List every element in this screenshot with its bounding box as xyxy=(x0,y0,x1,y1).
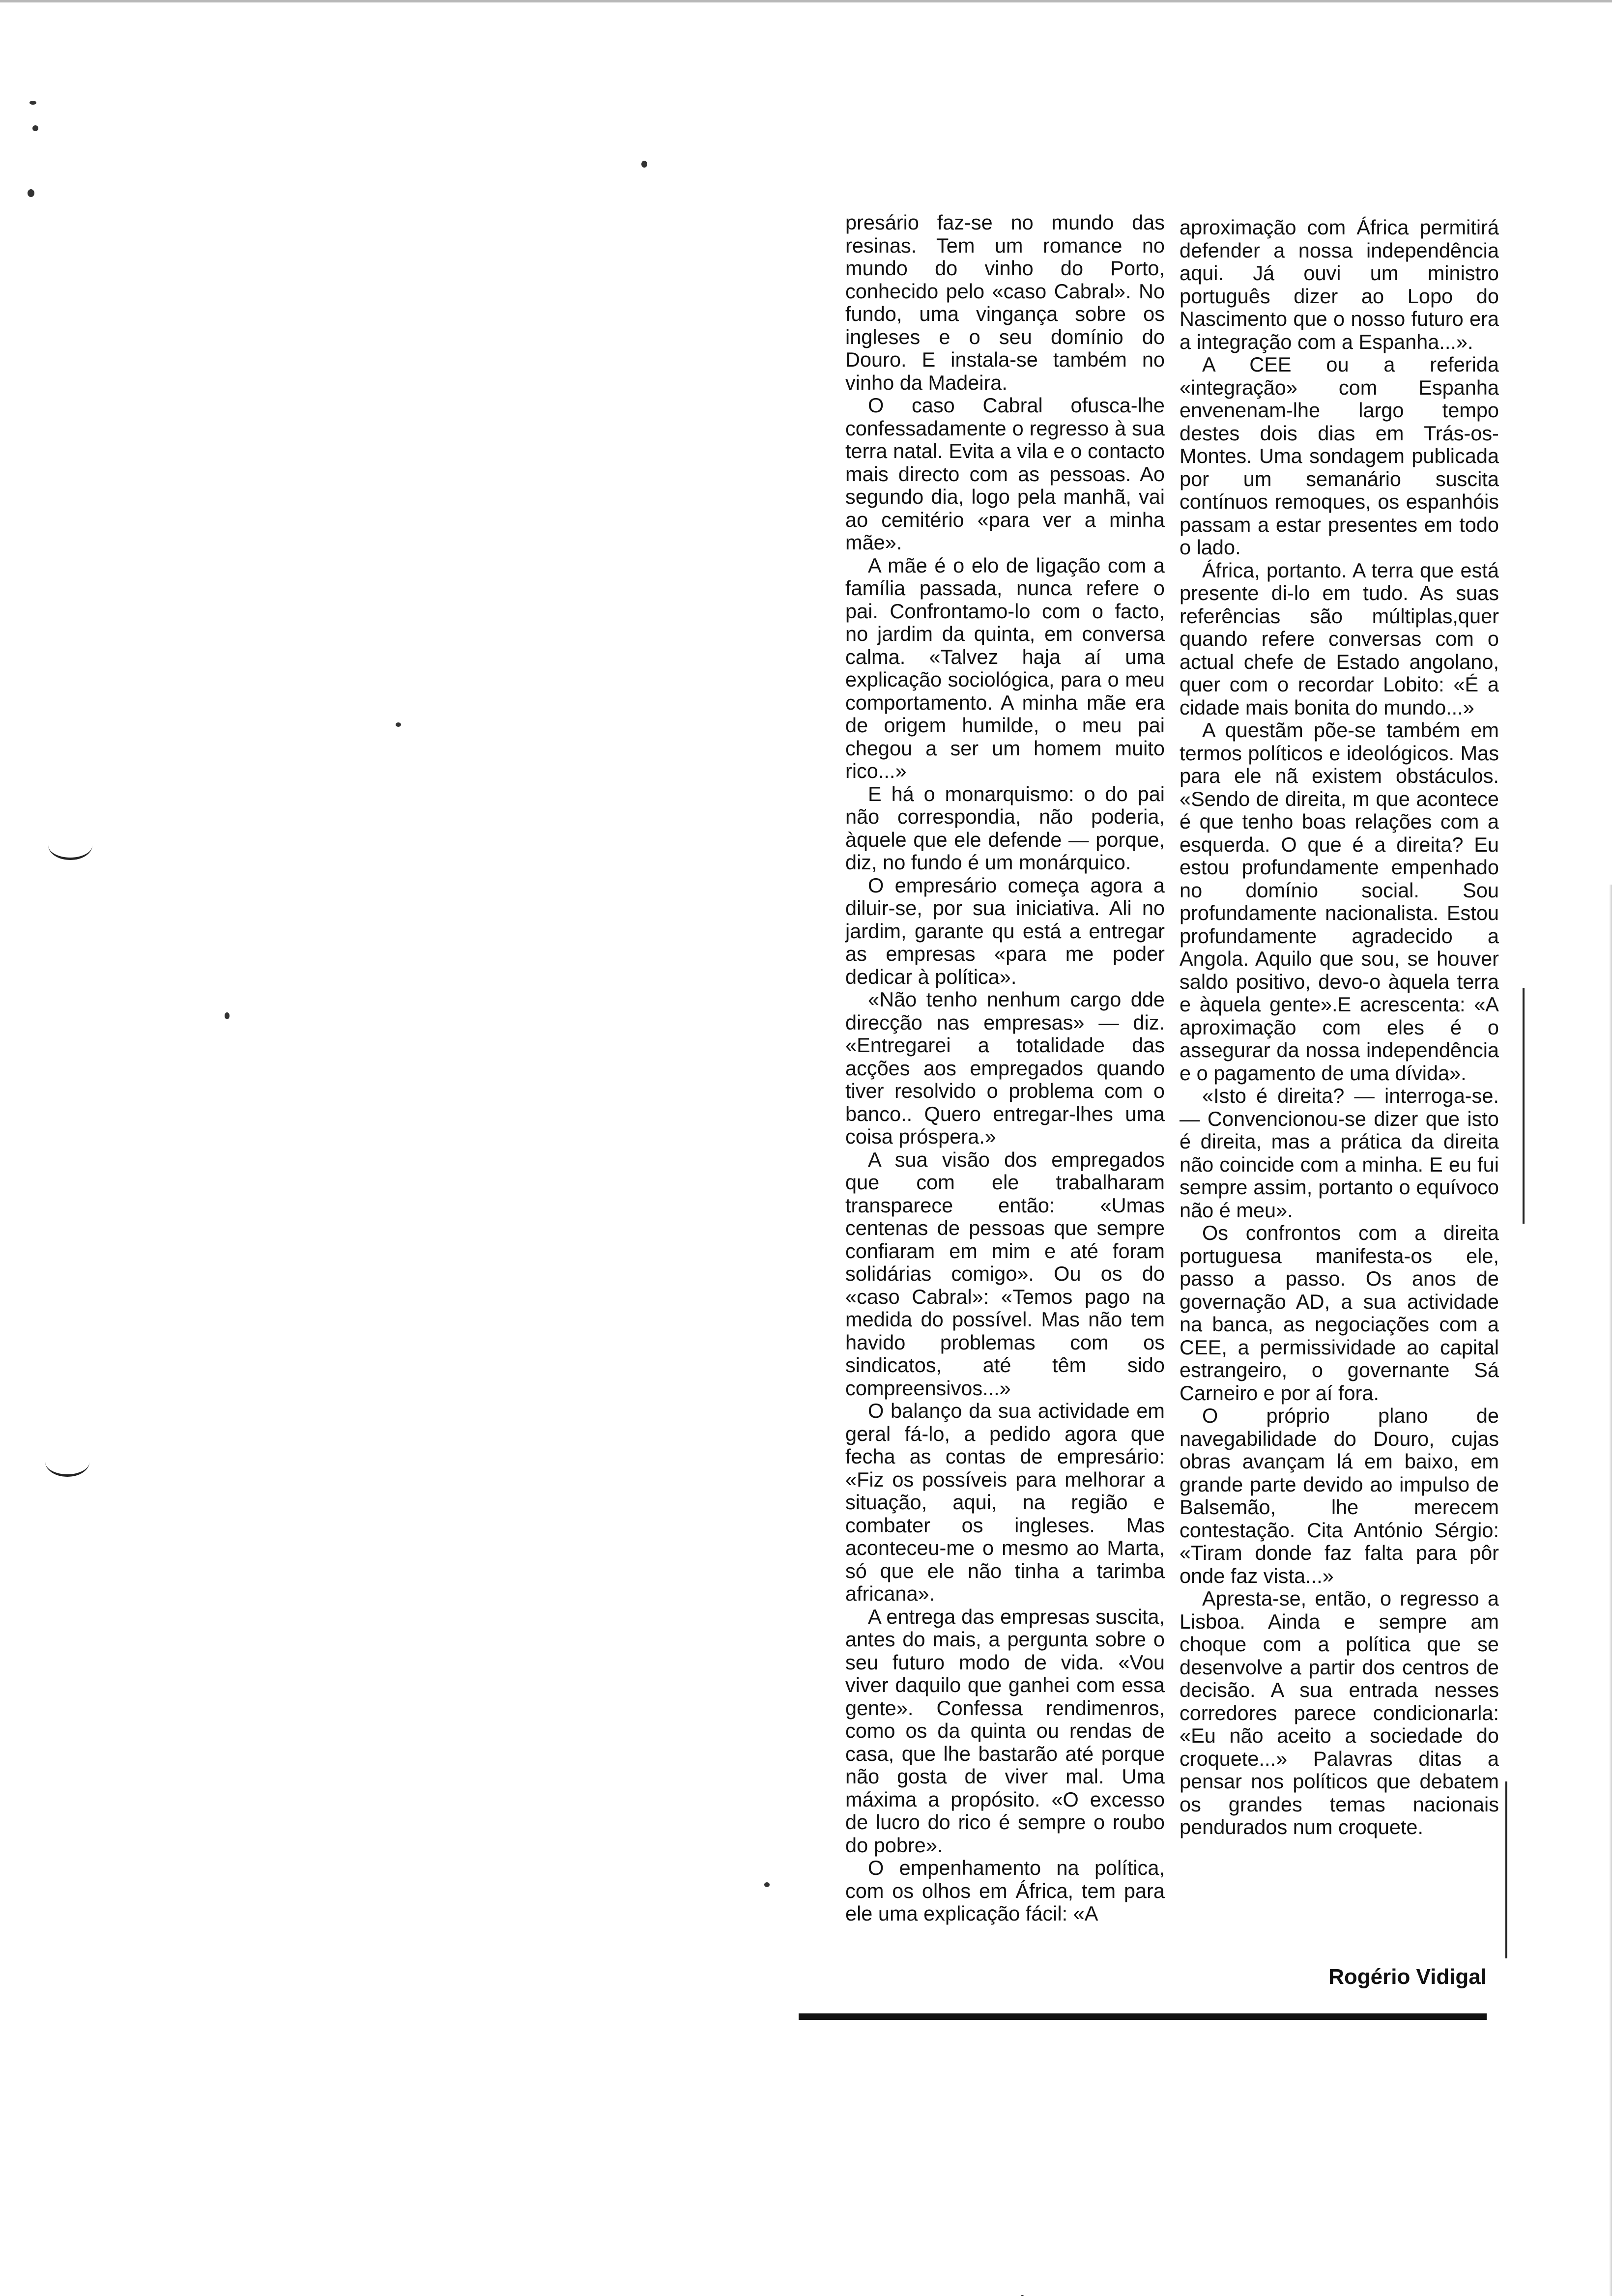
scan-top-edge xyxy=(0,0,1612,2)
paragraph: A entrega das empresas suscita, antes do mais, a pergunta sobre o seu futuro modo de vida. «Vou viver daquilo que ganhei com essa gente». Confessa rendimenros, como os da quinta ou rendas de casa, que lhe bastarão até porque não gosta de viver mal. Uma máxima a propósito. «O excesso de lucro do rico é sempre o roubo do pobre». xyxy=(845,1605,1165,1857)
paragraph: África, portanto. A terra que está presente di-lo em tudo. As suas referências são múltiplas,quer quando refere conversas com o actual chefe de Estado angolano, quer com o recordar Lobito: «É a cidade mais bonita do mundo...» xyxy=(1180,558,1499,719)
scan-speck xyxy=(32,125,38,131)
paragraph: O próprio plano de navegabilidade do Douro, cujas obras avançam lá em baixo, em grande parte devido ao impulso de Balsemão, lhe merecem contestação. Cita António Sérgio: «Tiram donde faz falta para pôr onde faz vista...» xyxy=(1180,1404,1499,1587)
paragraph: «Não tenho nenhum cargo dde direcção nas empresas» — diz. «Entregarei a totalidade das acções aos empregados quando tiver resolvido o problema com o banco.. Quero entregar-lhes uma coisa próspera.» xyxy=(845,988,1165,1148)
paragraph: Apresta-se, então, o regresso a Lisboa. Ainda e sempre am choque com a política que se desenvolve a partir dos centros de decisão. A sua entrada nesses corredores parece condicionarla: «Eu não aceito a sociedade do croquete...» Palavras ditas a pensar nos políticos que debatem os grandes temas nacionais pendurados num croquete. xyxy=(1180,1587,1499,1838)
scan-speck xyxy=(29,101,36,105)
scan-speck xyxy=(396,722,401,727)
scan-speck xyxy=(641,161,647,168)
paragraph: O balanço da sua actividade em geral fá-lo, a pedido agora que fecha as contas de empresário: «Fiz os possíveis para melhorar a situação, aqui, na região e combater os ingleses. Mas aconteceu-me o mesmo ao Marta, só que ele não tinha a tarimba africana». xyxy=(845,1399,1165,1605)
paragraph: A questãm põe-se também em termos políticos e ideológicos. Mas para ele nã existem obstáculos. «Sendo de direita, m que acontece é que tenho boas relações com a esquerda. O que é a direita? Eu estou profundamente empenhado no domínio social. Sou profundamente nacionalista. Estou profundamente agradecido a Angola. Aquilo que sou, se houver saldo positivo, devo-o àquela terra e àquela gente».E acrescenta: «A aproximação com eles é o assegurar da nossa independência e o pagamento de uma dívida». xyxy=(1180,718,1499,1085)
paragraph: O empresário começa agora a diluir-se, por sua iniciativa. Ali no jardim, garante qu está a entregar as empresas «para me poder dedicar à política». xyxy=(845,873,1165,988)
paragraph: O empenhamento na política, com os olhos em África, tem para ele uma explicação fácil: «A xyxy=(845,1856,1165,1925)
author-byline: Rogério Vidigal xyxy=(1328,1965,1487,1989)
paragraph: presário faz-se no mundo das resinas. Tem um romance no mundo do vinho do Porto, conhecido pelo «caso Cabral». No fundo, uma vingança sobre os ingleses e o seu domínio do Douro. E instala-se também no vinho da Madeira. xyxy=(845,211,1165,394)
paragraph: A CEE ou a referida «integração» com Espanha envenenam-lhe largo tempo destes dois dias em Trás-os-Montes. Uma sondagem publicada por um semanário suscita contínuos remoques, os espanhóis passam a estar presentes em todo o lado. xyxy=(1180,353,1499,559)
column-rule xyxy=(1523,988,1525,1224)
bottom-rule xyxy=(799,2013,1487,2020)
scan-speck xyxy=(28,189,34,197)
scan-right-edge xyxy=(1609,885,1612,2296)
scan-speck xyxy=(225,1012,230,1019)
paragraph: «Isto é direita? — interroga-se. — Convencionou-se dizer que isto é direita, mas a prática da direita não coincide com a minha. E eu fui sempre assim, portanto o equívoco não é meu». xyxy=(1180,1084,1499,1222)
scan-arc-mark xyxy=(45,1447,89,1477)
article-column-right xyxy=(1180,216,1499,1839)
paragraph: E há o monarquismo: o do pai não correspondia, não poderia, àquele que ele defende — porque, diz, no fundo é um monárquico. xyxy=(845,782,1165,874)
scan-speck xyxy=(764,1882,770,1887)
paragraph: Os confrontos com a direita portuguesa manifesta-os ele, passo a passo. Os anos de governação AD, a sua actividade na banca, as negociações com a CEE, a permissividade ao capital estrangeiro, o governante Sá Carneiro e por aí fora. xyxy=(1180,1221,1499,1405)
article-column-left xyxy=(845,211,1165,1925)
scan-arc-mark xyxy=(48,831,92,860)
paragraph: A mãe é o elo de ligação com a família passada, nunca refere o pai. Confrontamo-lo com o facto, no jardim da quinta, em conversa calma. «Talvez haja aí uma explicação sociológica, para o meu comportamento. A minha mãe era de origem humilde, o meu pai chegou a ser um homem muito rico...» xyxy=(845,553,1165,782)
paragraph: A sua visão dos empregados que com ele trabalharam transparece então: «Umas centenas de pessoas que sempre confiaram em mim e até foram solidárias comigo». Ou os do «caso Cabral»: «Temos pago na medida do possível. Mas não tem havido problemas com os sindicatos, até têm sido compreensivos...» xyxy=(845,1148,1165,1400)
column-rule xyxy=(1505,1781,1507,1958)
paragraph: O caso Cabral ofusca-lhe confessadamente o regresso à sua terra natal. Evita a vila e o contacto mais directo com as pessoas. Ao segundo dia, logo pela manhã, vai ao cemitério «para ver a minha mãe». xyxy=(845,394,1165,554)
paragraph: aproximação com África permitirá defender a nossa independência aqui. Já ouvi um ministro português dizer ao Lopo do Nascimento que o nosso futuro era a integração com a Espanha...». xyxy=(1180,216,1499,353)
